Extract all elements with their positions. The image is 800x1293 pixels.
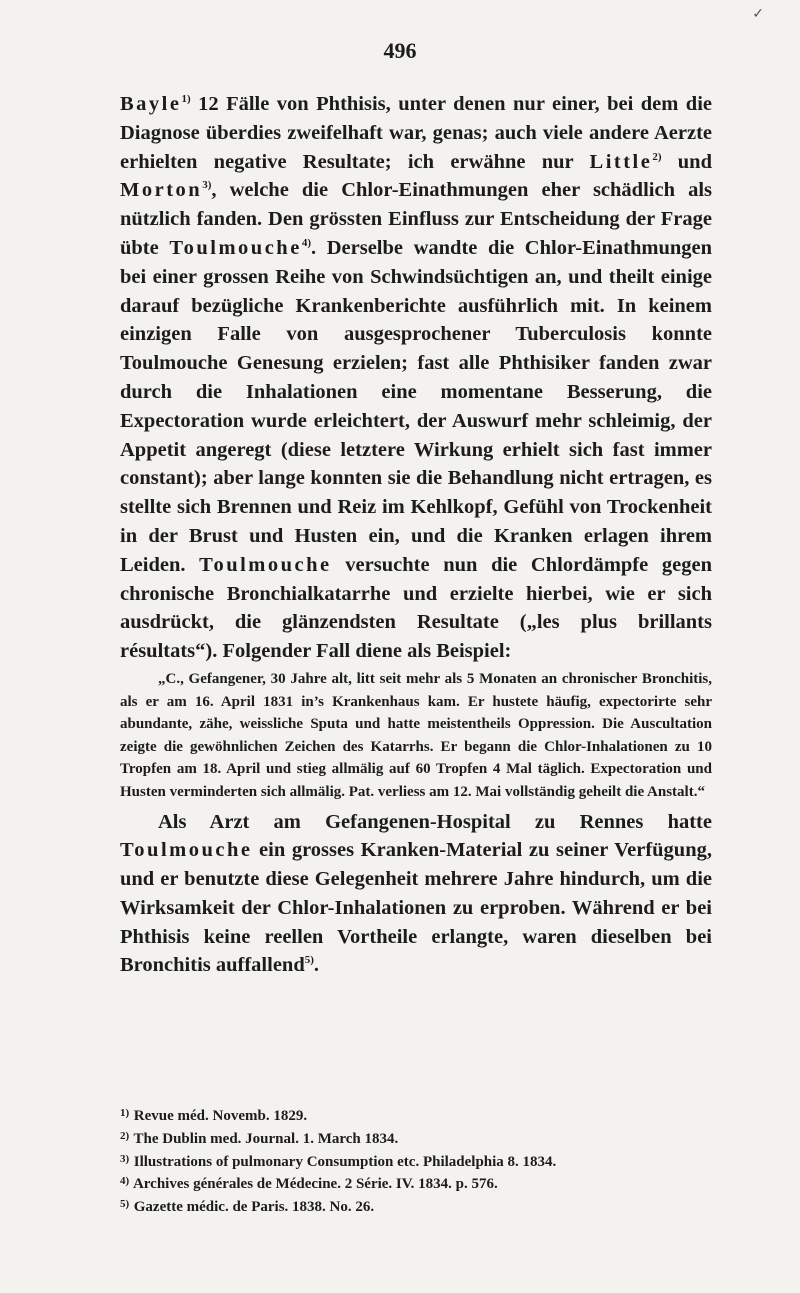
footnote-mark: 5) — [120, 1198, 130, 1211]
corner-mark: ✓ — [752, 7, 764, 22]
footnote-text: The Dublin med. Journal. 1. March 1834. — [133, 1130, 399, 1147]
footnote-text: Revue méd. Novemb. 1829. — [133, 1108, 308, 1124]
footnote-mark: 3) — [120, 1152, 130, 1165]
footnote — [120, 1150, 712, 1173]
case-report-quote: „C., Gefangener, 30 Jahre alt, litt seit mehr als 5 Monaten an chronischer Bronchitis, als er am 16. April 1831 in’s Krankenhaus kam. Er hustete häufig, expectorirte sehr abundante, zähe, weissliche Sputa und hatte meistentheils Oppression. Die Auscultation zeigte die gewöhnlichen Zeichen des Katarrhs. Er begann die Chlor-Inhalationen zu 10 Tropfen am 18. April und stieg allmälig auf 60 Tropfen 4 Mal täglich. Expectoration und Husten verminderten sich allmälig. Pat. verliess am 12. Mai vollständig geheilt die Anstalt.“ — [120, 670, 712, 800]
footnote-ref: 4) — [301, 236, 311, 249]
footnote-ref: 3) — [202, 179, 212, 192]
footnote-text: Archives générales de Médecine. 2 Série. IV. 1834. p. 576. — [132, 1176, 498, 1193]
footnote-text: Gazette médic. de Paris. 1838. No. 26. — [133, 1199, 375, 1216]
author-name: Bayle — [120, 93, 182, 115]
footnote — [120, 1127, 712, 1150]
paragraph-text: 12 Fälle von Phthisis, unter denen nur einer, bei dem die Diagnose überdies zweifelhaft war, genas; auch viele andere Aerzte erhielten negative Resultate; ich erwähne nur — [120, 93, 712, 173]
footnote — [120, 1195, 712, 1218]
page-number: 496 — [383, 38, 417, 63]
footnote-mark: 2) — [120, 1129, 130, 1142]
footnote — [120, 1172, 712, 1195]
paragraph-text: , welche die Chlor-Einathmungen eher schädlich als nützlich fanden. Den grössten Einfluss zur Entscheidung der Frage übte — [120, 179, 712, 259]
body-text — [120, 90, 712, 980]
footnote-ref: 2) — [652, 150, 662, 163]
footnote-text: Illustrations of pulmonary Consumption etc. Philadelphia 8. 1834. — [133, 1153, 557, 1170]
paragraph-text: ein grosses Kranken-Material zu seiner Verfügung, und er benutzte diese Gelegenheit mehrere Jahre hindurch, um die Wirksamkeit der Chlor-Inhalationen zu erproben. Während er bei Phthisis keine reellen Vortheile erlangte, waren dieselben bei Bronchitis auffallend — [120, 839, 712, 977]
author-name: Toulmouche — [169, 236, 302, 259]
footnote-mark: 4) — [120, 1175, 130, 1188]
paragraph-text: und — [661, 150, 712, 173]
paragraph-2 — [120, 808, 712, 981]
footnote-ref: 5) — [304, 954, 314, 967]
footnote — [120, 1104, 712, 1127]
author-name: Toulmouche — [199, 553, 332, 576]
author-name: Little — [589, 150, 653, 173]
author-name: Toulmouche — [120, 839, 253, 862]
footnotes — [120, 1104, 712, 1218]
footnote-ref: 1) — [181, 93, 191, 105]
paragraph-text: . — [313, 954, 320, 977]
paragraph-text: versuchte nun die Chlordämpfe gegen chronische Bronchialkatarrhe und erzielte hierbei, wie er sich ausdrückt, die glänzendsten Resultate („les plus brillants résultats“). Folgender Fall diene als Beispiel: — [120, 553, 712, 663]
author-name: Morton — [120, 179, 203, 202]
paragraph-1 — [120, 90, 712, 666]
paragraph-text: Als Arzt am Gefangenen-Hospital zu Rennes hatte — [158, 810, 712, 833]
footnote-mark: 1) — [120, 1107, 130, 1119]
paragraph-text: . Derselbe wandte die Chlor-Einathmungen bei einer grossen Reihe von Schwindsüchtigen an, und theilt einige darauf bezügliche Krankenberichte ausführlich mit. In keinem einzigen Falle von ausgesprochener Tuberculosis konnte Toulmouche Genesung erzielen; fast alle Phthisiker fanden zwar durch die Inhalationen eine momentane Besserung, die Expectoration wurde erleichtert, der Auswurf mehr schleimig, der Appetit angeregt (diese letztere Wirkung erhielt sich fast immer constant); aber lange konnten sie die Behandlung nicht ertragen, es stellte sich Brennen und Reiz im Kehlkopf, Gefühl von Trockenheit in der Brust und Husten ein, und die Kranken erlagen ihrem Leiden. — [120, 236, 712, 576]
